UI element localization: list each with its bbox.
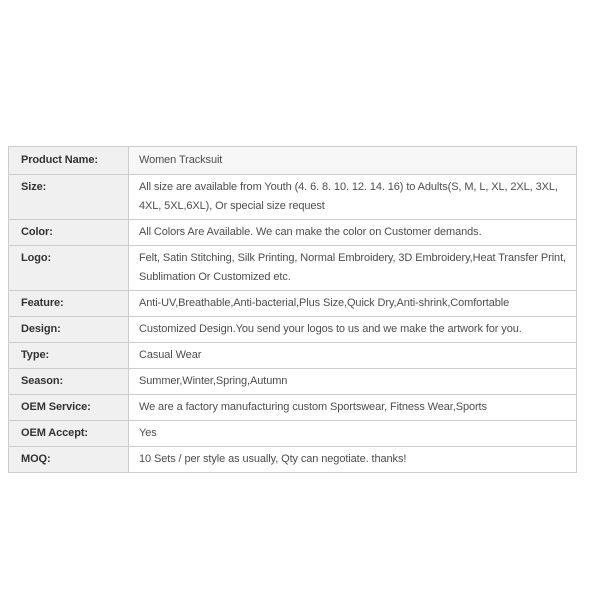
spec-row-value: We are a factory manufacturing custom Sportswear, Fitness Wear,Sports <box>129 395 577 421</box>
spec-row <box>9 291 577 317</box>
spec-row <box>9 395 577 421</box>
spec-row-label: OEM Service: <box>9 395 129 421</box>
spec-table-body <box>9 147 577 473</box>
spec-row-label: Design: <box>9 317 129 343</box>
spec-row-value: Yes <box>129 421 577 447</box>
spec-row <box>9 343 577 369</box>
spec-row-value: All size are available from Youth (4. 6. 8. 10. 12. 14. 16) to Adults(S, M, L, XL, 2XL, 3XL, 4XL, 5XL,6XL), Or special size request <box>129 175 577 220</box>
spec-row-label: MOQ: <box>9 447 129 473</box>
spec-row-value: Casual Wear <box>129 343 577 369</box>
spec-row <box>9 246 577 291</box>
product-spec-table <box>8 146 577 473</box>
spec-row <box>9 369 577 395</box>
spec-row-label: Color: <box>9 220 129 246</box>
spec-row-label: Product Name: <box>9 147 129 175</box>
spec-row-label: OEM Accept: <box>9 421 129 447</box>
spec-row-value: Women Tracksuit <box>129 147 577 175</box>
spec-row-value: 10 Sets / per style as usually, Qty can negotiate. thanks! <box>129 447 577 473</box>
spec-row <box>9 220 577 246</box>
spec-row <box>9 317 577 343</box>
spec-row <box>9 421 577 447</box>
spec-row-label: Season: <box>9 369 129 395</box>
spec-row-label: Logo: <box>9 246 129 291</box>
spec-row <box>9 175 577 220</box>
spec-row-label: Type: <box>9 343 129 369</box>
spec-row <box>9 147 577 175</box>
spec-row-label: Size: <box>9 175 129 220</box>
spec-row-value: Anti-UV,Breathable,Anti-bacterial,Plus Size,Quick Dry,Anti-shrink,Comfortable <box>129 291 577 317</box>
spec-row-value: Customized Design.You send your logos to us and we make the artwork for you. <box>129 317 577 343</box>
spec-row-label: Feature: <box>9 291 129 317</box>
product-spec-table-container <box>8 146 577 473</box>
spec-row <box>9 447 577 473</box>
spec-row-value: All Colors Are Available. We can make the color on Customer demands. <box>129 220 577 246</box>
spec-row-value: Summer,Winter,Spring,Autumn <box>129 369 577 395</box>
spec-row-value: Felt, Satin Stitching, Silk Printing, Normal Embroidery, 3D Embroidery,Heat Transfer Print, Sublimation Or Customized etc. <box>129 246 577 291</box>
